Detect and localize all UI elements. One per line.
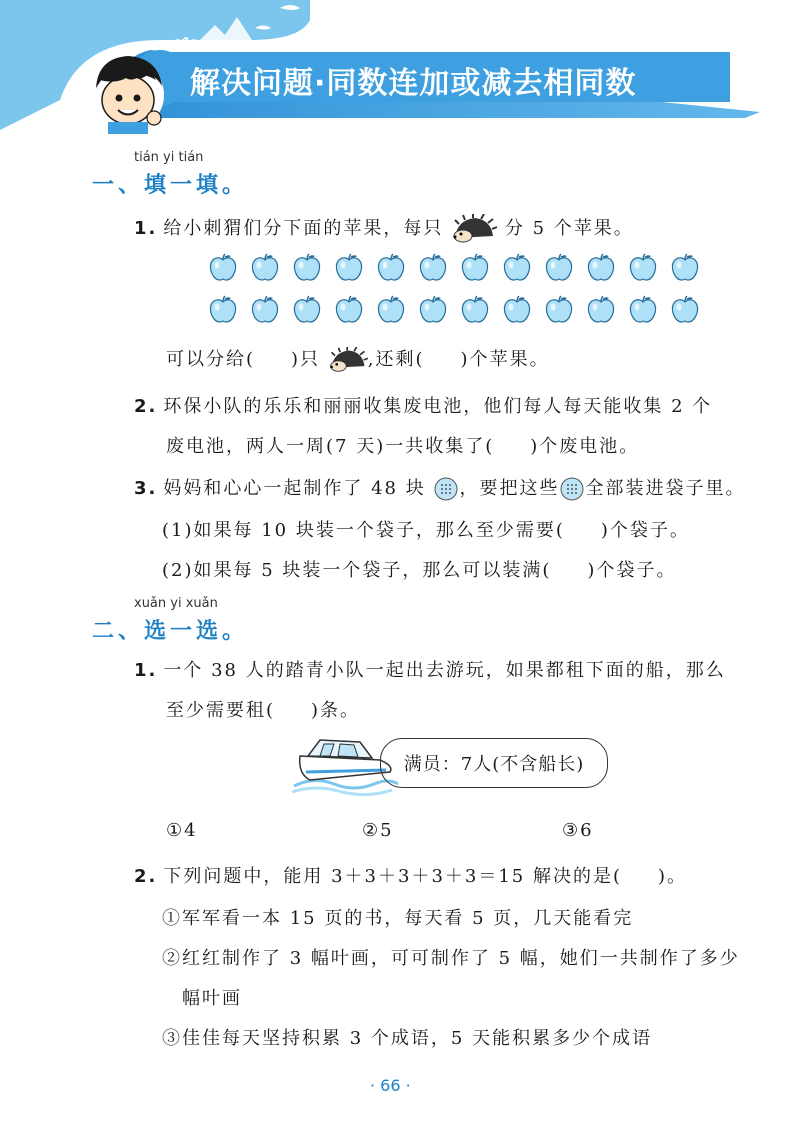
page-number: · 66 · (370, 1076, 411, 1095)
answer-text: )只 (291, 349, 321, 370)
page-title: 解决问题·同数连加或减去相同数 (190, 66, 637, 101)
answer-text: ,还剩( (367, 349, 425, 370)
question-text: 全部装进袋子里。 (585, 478, 746, 499)
apple-icon (460, 252, 490, 282)
question-2-2 (134, 862, 687, 888)
apple-icon (292, 252, 322, 282)
cookie-icon (559, 476, 585, 502)
question-text: (1)如果每 10 块装一个袋子，那么至少需要( (162, 520, 565, 541)
question-2-1-line1 (134, 656, 726, 682)
question-text: 妈妈和心心一起制作了 48 块 (163, 478, 426, 499)
section1-pinyin: tián yi tián (134, 150, 204, 165)
cookie-icon (433, 476, 459, 502)
question-1-1 (134, 214, 634, 244)
apple-icon (502, 252, 532, 282)
question-1-3 (134, 474, 745, 502)
question-number: 2. (134, 396, 158, 417)
apple-icon (586, 294, 616, 324)
question-text: 环保小队的乐乐和丽丽收集废电池，他们每人每天能收集 2 个 (163, 396, 713, 417)
hedgehog-icon (451, 214, 497, 244)
apple-icon (376, 294, 406, 324)
question-number: 1. (134, 660, 158, 681)
question-text: 给小刺猬们分下面的苹果，每只 (163, 218, 444, 239)
apple-icon (460, 294, 490, 324)
apple-icon (334, 294, 364, 324)
apple-icon (250, 252, 280, 282)
question-2-1-line2 (166, 696, 360, 722)
option-3[interactable]: ③6 (562, 820, 594, 841)
question-text: 一个 38 人的踏青小队一起出去游玩，如果都租下面的船，那么 (163, 660, 726, 681)
question-text: )个废电池。 (530, 436, 640, 457)
apple-icon (544, 252, 574, 282)
apple-row-2 (208, 294, 708, 324)
section2-pinyin: xuǎn yi xuǎn (134, 596, 218, 611)
question-text: 废电池，两人一周(7 天)一共收集了( (166, 436, 495, 457)
question-1-2-line2 (166, 432, 639, 458)
section1-title: 一、填一填。 (92, 173, 249, 198)
apple-icon (544, 294, 574, 324)
choice-2-line1[interactable]: ②红红制作了 3 幅叶画，可可制作了 5 幅，她们一共制作了多少 (162, 948, 740, 969)
question-1-3-sub2 (162, 556, 676, 582)
choice-3[interactable]: ③佳佳每天坚持积累 3 个成语，5 天能积累多少个成语 (162, 1028, 653, 1049)
option-2[interactable]: ②5 (362, 820, 394, 841)
question-text: (2)如果每 5 块装一个袋子，那么可以装满( (162, 560, 552, 581)
question-text: )条。 (311, 700, 361, 721)
apple-icon (292, 294, 322, 324)
question-number: 3. (134, 478, 158, 499)
apple-icon (208, 252, 238, 282)
boat-capacity-label: 满员：7人(不含船长) (380, 738, 608, 788)
apple-icon (418, 294, 448, 324)
choice-1[interactable]: ①军军看一本 15 页的书，每天看 5 页，几天能看完 (162, 908, 634, 929)
apple-icon (334, 252, 364, 282)
question-text: )个袋子。 (600, 520, 690, 541)
apple-grid (208, 252, 708, 336)
question-number: 1. (134, 218, 158, 239)
question-text: )。 (658, 866, 688, 887)
boy-mascot-icon (92, 56, 164, 134)
choice-2-line2[interactable]: 幅叶画 (182, 988, 242, 1009)
apple-icon (628, 252, 658, 282)
apple-icon (670, 294, 700, 324)
apple-icon (502, 294, 532, 324)
answer-text: 可以分给( (166, 349, 256, 370)
apple-icon (376, 252, 406, 282)
apple-icon (586, 252, 616, 282)
apple-icon (670, 252, 700, 282)
question-text: ，要把这些 (459, 478, 560, 499)
apple-row-1 (208, 252, 708, 282)
apple-icon (250, 294, 280, 324)
hedgehog-icon (328, 347, 368, 373)
question-text: 下列问题中，能用 3＋3＋3＋3＋3＝15 解决的是( (163, 866, 623, 887)
question-1-1-answer (166, 345, 550, 373)
question-text: )个袋子。 (587, 560, 677, 581)
question-number: 2. (134, 866, 158, 887)
section2-title: 二、选一选。 (92, 619, 249, 644)
question-text: 至少需要租( (166, 700, 276, 721)
answer-text: )个苹果。 (460, 349, 550, 370)
question-1-2-line1 (134, 392, 712, 418)
question-1-3-sub1 (162, 516, 690, 542)
question-text: 分 5 个苹果。 (504, 218, 634, 239)
option-1[interactable]: ①4 (166, 820, 198, 841)
apple-icon (628, 294, 658, 324)
apple-icon (418, 252, 448, 282)
apple-icon (208, 294, 238, 324)
